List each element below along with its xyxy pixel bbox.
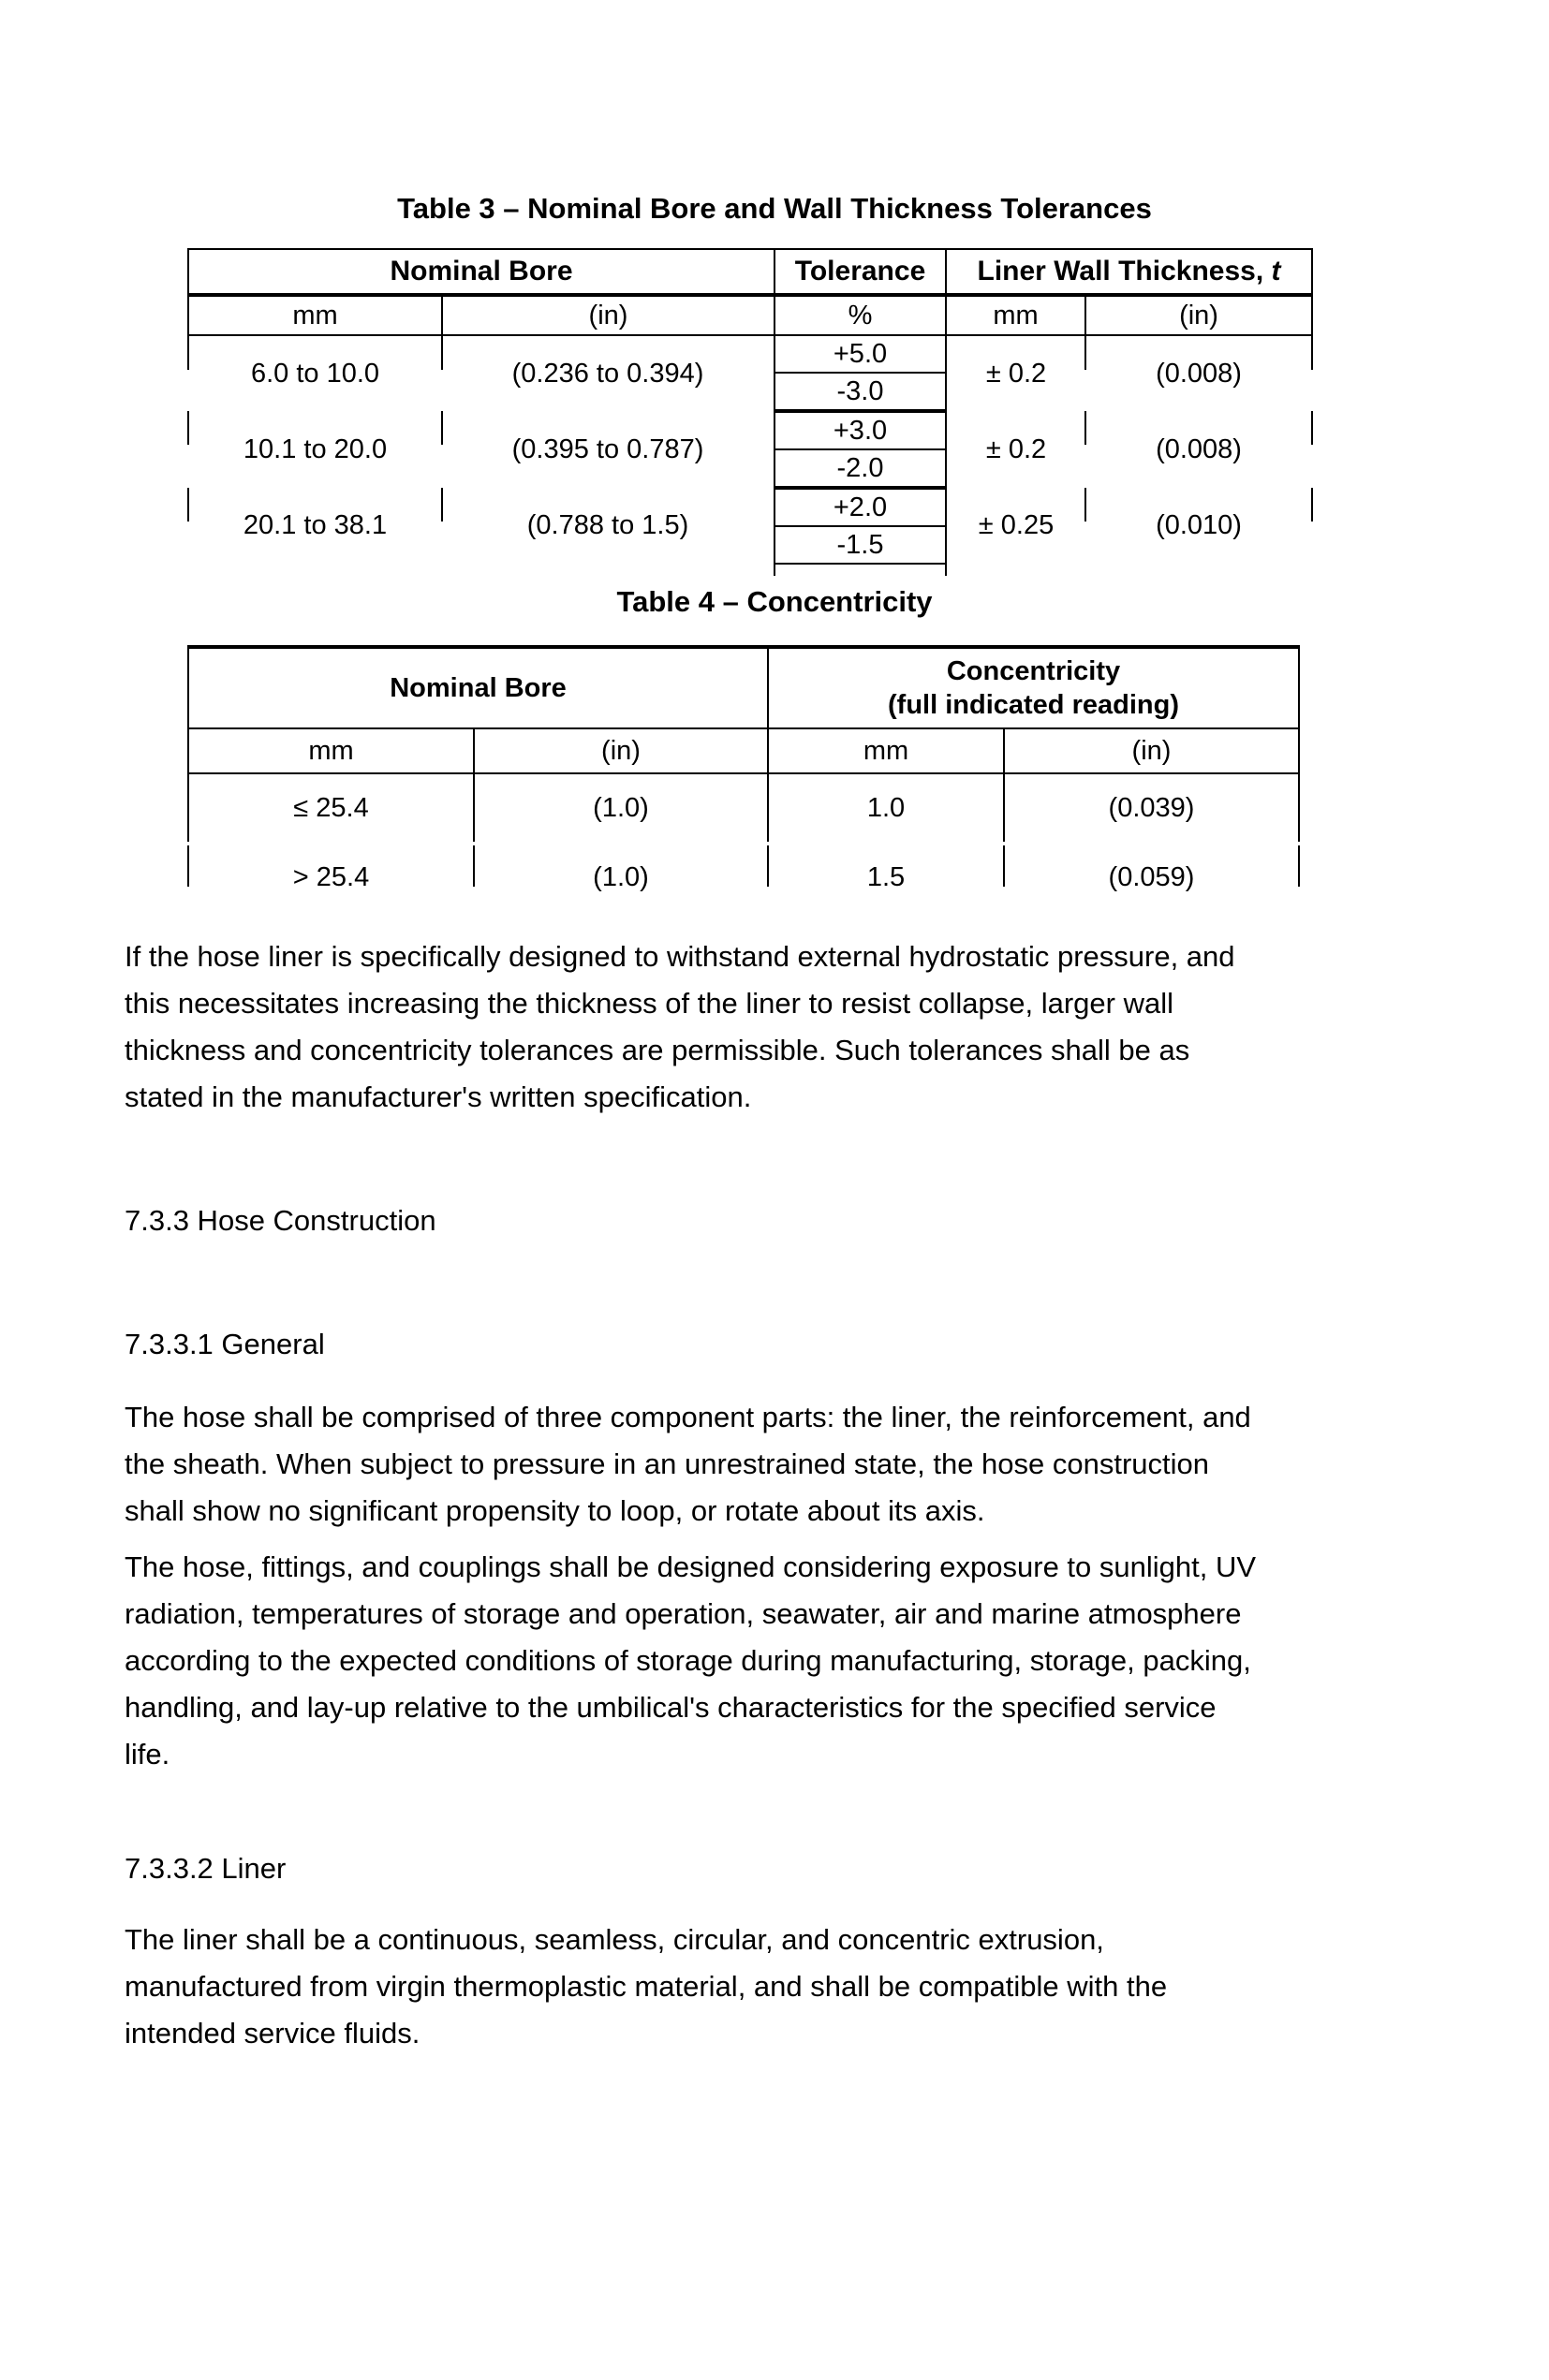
table4-header-row-groups bbox=[188, 647, 1299, 728]
table3-row-3-wall-mm: ± 0.25 bbox=[978, 510, 1055, 540]
table4-row-1-conc-in: (0.039) bbox=[1004, 773, 1299, 842]
table4-row-1 bbox=[188, 773, 1299, 842]
table4-row-2-conc-in: (0.059) bbox=[1004, 842, 1299, 913]
paragraph-line: The liner shall be a continuous, seamless, circular, and concentric extrusion, bbox=[125, 1923, 1104, 1956]
table3-row-1-wall-in: (0.008) bbox=[1085, 335, 1312, 411]
table3-nominal-bore-wall-thickness bbox=[187, 248, 1313, 576]
paragraph-line: life. bbox=[125, 1738, 170, 1770]
table3-row-1-tolerance-plus: +5.0 bbox=[774, 335, 946, 373]
table4-title: Table 4 – Concentricity bbox=[616, 585, 933, 618]
table3-row-2-wall-in: (0.008) bbox=[1085, 411, 1312, 488]
table4-row-2 bbox=[188, 842, 1299, 913]
table3-row-3-tolerance-plus: +2.0 bbox=[774, 488, 946, 526]
table4-unit-conc-in: (in) bbox=[1004, 728, 1299, 773]
table3-unit-wall-mm: mm bbox=[946, 295, 1085, 335]
table3-row-2-bore-in: (0.395 to 0.787) bbox=[442, 411, 774, 488]
paragraph-general-2 bbox=[125, 1544, 1426, 1778]
table3-header-nominal-bore: Nominal Bore bbox=[188, 249, 774, 295]
heading-general: 7.3.3.1 General bbox=[125, 1328, 325, 1360]
table4-row-2-conc-mm: 1.5 bbox=[768, 842, 1004, 913]
table4-row-1-conc-mm: 1.0 bbox=[768, 773, 1004, 842]
paragraph-line: the sheath. When subject to pressure in an unrestrained state, the hose construction bbox=[125, 1447, 1210, 1480]
paragraph-tolerances bbox=[125, 933, 1426, 1121]
table3-unit-wall-in: (in) bbox=[1085, 295, 1312, 335]
table4-row-1-bore-in: (1.0) bbox=[474, 773, 768, 842]
paragraph-line: this necessitates increasing the thickness of the liner to resist collapse, larger wall bbox=[125, 987, 1173, 1020]
paragraph-line: thickness and concentricity tolerances are permissible. Such tolerances shall be as bbox=[125, 1034, 1190, 1066]
table4-concentricity-line2: (full indicated reading) bbox=[888, 690, 1179, 720]
table3-row-3-bore-mm: 20.1 to 38.1 bbox=[188, 488, 442, 564]
table4-row-2-bore-mm: > 25.4 bbox=[188, 842, 474, 913]
table4-header-nominal-bore: Nominal Bore bbox=[188, 647, 768, 728]
table3-tolerance-column-tail bbox=[774, 564, 946, 576]
paragraph-liner bbox=[125, 1917, 1426, 2057]
table3-row-1-wall-mm: ± 0.2 bbox=[985, 358, 1047, 389]
table3-title: Table 3 – Nominal Bore and Wall Thickness Tolerances bbox=[397, 192, 1152, 225]
paragraph-line: handling, and lay-up relative to the umbilical's characteristics for the specified service bbox=[125, 1691, 1217, 1724]
table3-row-1-bore-mm: 6.0 to 10.0 bbox=[188, 335, 442, 411]
paragraph-line: shall show no significant propensity to loop, or rotate about its axis. bbox=[125, 1494, 985, 1527]
table4-header-concentricity bbox=[768, 647, 1299, 728]
table3-header-row-units bbox=[188, 295, 1312, 335]
paragraph-line: radiation, temperatures of storage and operation, seawater, air and marine atmosphere bbox=[125, 1597, 1242, 1630]
paragraph-general-1 bbox=[125, 1394, 1426, 1535]
table4-concentricity-line1: Concentricity bbox=[946, 656, 1121, 686]
table4-unit-bore-in: (in) bbox=[474, 728, 768, 773]
table3-row-2-top bbox=[188, 411, 1312, 449]
table3-unit-tolerance-percent: % bbox=[774, 295, 946, 335]
table4-unit-conc-mm: mm bbox=[768, 728, 1004, 773]
table3-row-2-tolerance-minus: -2.0 bbox=[774, 449, 946, 488]
table4-header-row-units bbox=[188, 728, 1299, 773]
paragraph-line: stated in the manufacturer's written specification. bbox=[125, 1080, 752, 1113]
table4-row-2-bore-in: (1.0) bbox=[474, 842, 768, 913]
paragraph-line: according to the expected conditions of storage during manufacturing, storage, packing, bbox=[125, 1644, 1251, 1677]
table3-spacer-right bbox=[946, 564, 1312, 576]
table3-unit-bore-in: (in) bbox=[442, 295, 774, 335]
heading-hose-construction: 7.3.3 Hose Construction bbox=[125, 1204, 436, 1237]
table3-row-2-tolerance-plus: +3.0 bbox=[774, 411, 946, 449]
paragraph-line: intended service fluids. bbox=[125, 2017, 420, 2049]
table3-row-3-bore-in: (0.788 to 1.5) bbox=[442, 488, 774, 564]
table3-row-2-wall-mm: ± 0.2 bbox=[985, 433, 1047, 464]
table4-row-1-bore-mm: ≤ 25.4 bbox=[188, 773, 474, 842]
table3-header-liner-wall-thickness bbox=[946, 249, 1312, 295]
table3-unit-bore-mm: mm bbox=[188, 295, 442, 335]
table3-row-1-tolerance-minus: -3.0 bbox=[774, 373, 946, 411]
paragraph-line: If the hose liner is specifically designed to withstand external hydrostatic pressure, and bbox=[125, 940, 1235, 973]
table4-unit-bore-mm: mm bbox=[188, 728, 474, 773]
table3-row-3-top bbox=[188, 488, 1312, 526]
table3-spacer-left bbox=[188, 564, 774, 576]
liner-wall-label: Liner Wall Thickness, bbox=[977, 256, 1264, 286]
table3-row-1-bore-in: (0.236 to 0.394) bbox=[442, 335, 774, 411]
table3-header-tolerance: Tolerance bbox=[774, 249, 946, 295]
table3-header-row-groups bbox=[188, 249, 1312, 295]
table3-row-3-tolerance-minus: -1.5 bbox=[774, 526, 946, 564]
table3-row-3-wall-in: (0.010) bbox=[1085, 488, 1312, 564]
document-page bbox=[0, 190, 1549, 2057]
heading-liner: 7.3.3.2 Liner bbox=[125, 1852, 287, 1885]
table3-row-2-bore-mm: 10.1 to 20.0 bbox=[188, 411, 442, 488]
table3-spacer-row bbox=[188, 564, 1312, 576]
paragraph-line: manufactured from virgin thermoplastic material, and shall be compatible with the bbox=[125, 1970, 1168, 2003]
liner-wall-t-symbol: t bbox=[1271, 256, 1281, 286]
paragraph-line: The hose, fittings, and couplings shall be designed considering exposure to sunlight, UV bbox=[125, 1550, 1257, 1583]
table3-row-1-top bbox=[188, 335, 1312, 373]
paragraph-line: The hose shall be comprised of three component parts: the liner, the reinforcement, and bbox=[125, 1401, 1251, 1433]
table4-concentricity bbox=[187, 645, 1300, 913]
